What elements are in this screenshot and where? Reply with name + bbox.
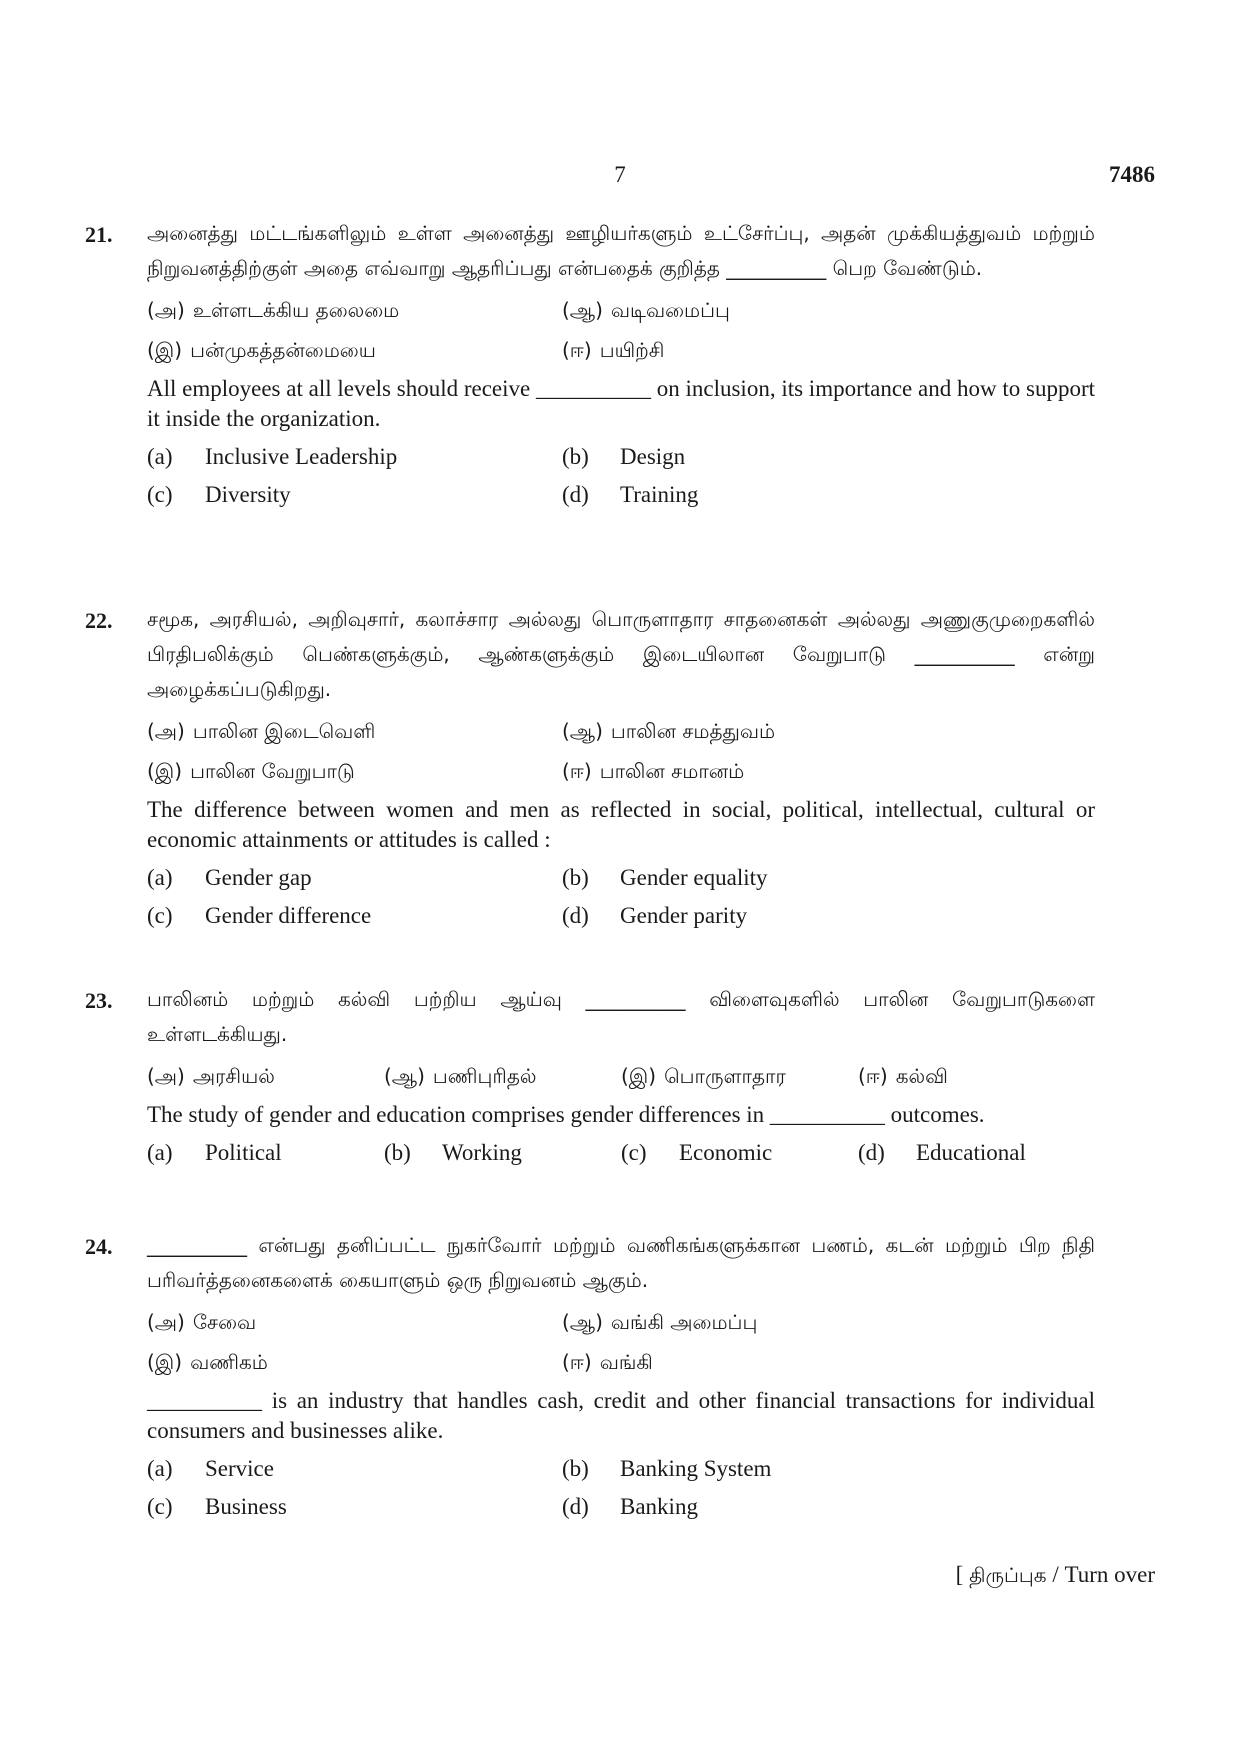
option-c-tamil xyxy=(621,1056,858,1096)
option-a-tamil xyxy=(147,290,562,330)
option-text: வடிவமைப்பு xyxy=(610,298,730,322)
option-d-tamil xyxy=(562,1342,977,1382)
option-text: பொருளாதார xyxy=(664,1064,786,1088)
question-text-english: __________ is an industry that handles cash, credit and other financial transactions for individual consumers and businesses alike. xyxy=(147,1388,1095,1443)
option-d-english xyxy=(562,897,977,935)
option-label: (a) xyxy=(147,1456,173,1481)
tamil-options xyxy=(147,1056,1095,1096)
turn-over-note xyxy=(956,1562,1155,1590)
separator: / xyxy=(1052,1562,1059,1587)
option-label: (அ) xyxy=(147,298,185,322)
tamil-options xyxy=(147,290,1095,370)
option-c-english xyxy=(147,897,562,935)
paper-code: 7486 xyxy=(1109,162,1155,187)
option-label: (ஆ) xyxy=(562,1310,603,1334)
option-label: (ஆ) xyxy=(562,298,603,322)
question-text-english: The difference between women and men as reflected in social, political, intellectual, cultural or economic attainments or attitudes is called : xyxy=(147,797,1095,852)
option-text: Working xyxy=(442,1140,522,1165)
question-24 xyxy=(85,1234,1095,1526)
option-text: Inclusive Leadership xyxy=(205,444,398,469)
option-label: (ஈ) xyxy=(562,338,592,362)
question-21 xyxy=(85,222,1095,514)
option-label: (ஆ) xyxy=(562,719,603,743)
option-b-tamil xyxy=(384,1056,621,1096)
turn-over-tamil: திருப்புக xyxy=(969,1563,1047,1587)
option-text: சேவை xyxy=(192,1310,257,1334)
option-text: வங்கி xyxy=(599,1350,653,1374)
option-text: பாலின வேறுபாடு xyxy=(190,759,355,783)
option-label: (இ) xyxy=(621,1064,657,1088)
option-label: (c) xyxy=(621,1140,647,1165)
option-b-tamil xyxy=(562,290,977,330)
option-text: Gender gap xyxy=(205,865,312,890)
option-c-tamil xyxy=(147,1342,562,1382)
option-text: உள்ளடக்கிய தலைமை xyxy=(192,298,400,322)
option-text: வங்கி அமைப்பு xyxy=(610,1310,758,1334)
option-b-english xyxy=(562,859,977,897)
option-b-tamil xyxy=(562,1302,977,1342)
question-number: 24. xyxy=(85,1234,113,1259)
option-text: பாலின இடைவெளி xyxy=(192,719,376,743)
option-label: (c) xyxy=(147,903,173,928)
option-text: Economic xyxy=(679,1140,773,1165)
option-b-english xyxy=(562,1450,977,1488)
option-text: Gender equality xyxy=(620,865,768,890)
option-text: Diversity xyxy=(205,482,291,507)
option-text: Banking xyxy=(620,1494,698,1519)
option-text: பாலின சமானம் xyxy=(599,759,745,783)
option-a-tamil xyxy=(147,711,562,751)
option-label: (ஈ) xyxy=(562,1350,592,1374)
option-label: (ஆ) xyxy=(384,1064,425,1088)
option-b-tamil xyxy=(562,711,977,751)
option-c-tamil xyxy=(147,330,562,370)
question-number: 22. xyxy=(85,608,113,633)
option-text: Gender difference xyxy=(205,903,372,928)
turn-over-english: Turn over xyxy=(1064,1562,1155,1587)
english-options xyxy=(147,859,1095,935)
option-a-english xyxy=(147,1134,384,1172)
english-options xyxy=(147,1450,1095,1526)
option-text: பயிற்சி xyxy=(599,338,665,362)
option-label: (ஈ) xyxy=(562,759,592,783)
option-d-tamil xyxy=(562,751,977,791)
option-b-english xyxy=(384,1134,621,1172)
option-text: கல்வி xyxy=(895,1064,948,1088)
option-c-english xyxy=(147,1488,562,1526)
option-text: வணிகம் xyxy=(190,1350,268,1374)
option-text: பாலின சமத்துவம் xyxy=(610,719,776,743)
option-label: (c) xyxy=(147,1494,173,1519)
option-a-english xyxy=(147,859,562,897)
question-number: 23. xyxy=(85,988,113,1013)
option-label: (அ) xyxy=(147,719,185,743)
option-a-english xyxy=(147,1450,562,1488)
open-bracket: [ xyxy=(955,1562,964,1587)
option-label: (d) xyxy=(858,1140,885,1165)
option-label: (b) xyxy=(562,865,589,890)
option-label: (இ) xyxy=(147,1350,183,1374)
option-text: Training xyxy=(620,482,699,507)
page-number: 7 xyxy=(614,162,626,187)
option-text: Business xyxy=(205,1494,287,1519)
option-label: (c) xyxy=(147,482,173,507)
option-text: Gender parity xyxy=(620,903,748,928)
option-a-tamil xyxy=(147,1302,562,1342)
option-c-english xyxy=(621,1134,858,1172)
option-label: (இ) xyxy=(147,338,183,362)
tamil-options xyxy=(147,1302,1095,1382)
option-a-english xyxy=(147,438,562,476)
option-label: (d) xyxy=(562,1494,589,1519)
option-text: அரசியல் xyxy=(192,1064,275,1088)
option-label: (b) xyxy=(562,444,589,469)
option-d-tamil xyxy=(858,1056,1095,1096)
question-text-tamil: அனைத்து மட்டங்களிலும் உள்ள அனைத்து ஊழியர்களும் உட்சேர்ப்பு, அதன் முக்கியத்துவம் மற்றும் நிறுவனத்திற்குள் அதை எவ்வாறு ஆதரிப்பது என்பதைக் குறித்த __________ பெற வேண்டும். xyxy=(147,221,1095,280)
question-text-tamil: சமூக, அரசியல், அறிவுசார், கலாச்சார அல்லது பொருளாதார சாதனைகள் அல்லது அணுகுமுறைகளில் பிரதிபலிக்கும் பெண்களுக்கும், ஆண்களுக்கும் இடையிலான வேறுபாடு __________ என்று அழைக்கப்படுகிறது. xyxy=(147,607,1095,701)
option-text: பன்முகத்தன்மையை xyxy=(190,338,376,362)
option-c-tamil xyxy=(147,751,562,791)
question-text-english: All employees at all levels should receive __________ on inclusion, its importance and how to support it inside the organization. xyxy=(147,376,1095,431)
option-d-tamil xyxy=(562,330,977,370)
option-d-english xyxy=(562,476,977,514)
option-label: (a) xyxy=(147,1140,173,1165)
option-label: (a) xyxy=(147,865,173,890)
option-label: (d) xyxy=(562,482,589,507)
tamil-options xyxy=(147,711,1095,791)
question-text-tamil: __________ என்பது தனிப்பட்ட நுகர்வோர் மற்றும் வணிகங்களுக்கான பணம், கடன் மற்றும் பிற நிதி பரிவர்த்தனைகளைக் கையாளும் ஒரு நிறுவனம் ஆகும். xyxy=(147,1233,1095,1292)
question-text-english: The study of gender and education comprises gender differences in __________ outcomes. xyxy=(147,1102,985,1127)
english-options xyxy=(147,1134,1095,1172)
option-label: (d) xyxy=(562,903,589,928)
option-text: பணிபுரிதல் xyxy=(432,1064,537,1088)
option-label: (b) xyxy=(562,1456,589,1481)
english-options xyxy=(147,438,1095,514)
option-c-english xyxy=(147,476,562,514)
option-d-english xyxy=(858,1134,1095,1172)
option-label: (அ) xyxy=(147,1064,185,1088)
option-a-tamil xyxy=(147,1056,384,1096)
question-text-tamil: பாலினம் மற்றும் கல்வி பற்றிய ஆய்வு __________ விளைவுகளில் பாலின வேறுபாடுகளை உள்ளடக்கியது. xyxy=(147,987,1095,1046)
option-text: Service xyxy=(205,1456,274,1481)
option-label: (a) xyxy=(147,444,173,469)
option-b-english xyxy=(562,438,977,476)
option-text: Political xyxy=(205,1140,282,1165)
question-number: 21. xyxy=(85,222,113,247)
option-label: (ஈ) xyxy=(858,1064,888,1088)
option-d-english xyxy=(562,1488,977,1526)
option-label: (இ) xyxy=(147,759,183,783)
question-23 xyxy=(85,988,1095,1172)
option-label: (b) xyxy=(384,1140,411,1165)
option-text: Banking System xyxy=(620,1456,772,1481)
option-text: Educational xyxy=(916,1140,1026,1165)
option-text: Design xyxy=(620,444,686,469)
question-22 xyxy=(85,608,1095,935)
option-label: (அ) xyxy=(147,1310,185,1334)
